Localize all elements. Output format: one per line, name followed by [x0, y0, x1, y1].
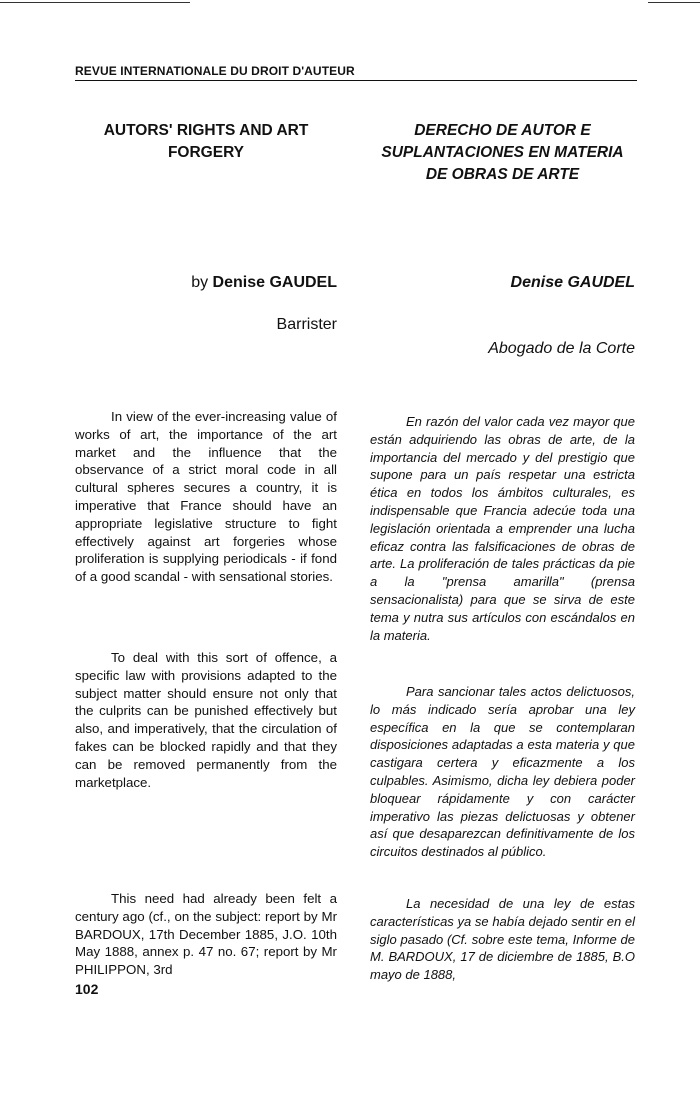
english-title: AUTORS' RIGHTS AND ART FORGERY — [103, 122, 309, 161]
english-paragraph: To deal with this sort of offence, a specific law with provisions adapted to the subject matter should ensure not only that the culprits can be punished effectively but also, and imperatively, that the circulation of fakes can be blocked rapidly and that they can be removed permanently from the marketplace. — [75, 650, 337, 790]
spanish-author-role: Abogado de la Corte — [488, 340, 635, 357]
page-number: 102 — [75, 981, 99, 997]
scan-edge-line — [648, 2, 700, 3]
author-name: Denise GAUDEL — [212, 274, 337, 291]
english-paragraph: In view of the ever-increasing value of works of art, the importance of the art market and the influence that the observance of a strict moral code in all cultural spheres secures a country, it is imperative that France should have an appropriate legislative structure to fight effectively against art forgeries whose proliferation is supplying periodicals - if fond of a good scandal - with sensational stories. — [75, 409, 337, 585]
english-author-role: Barrister — [276, 316, 337, 333]
author-prefix: by — [191, 274, 213, 291]
spanish-author: Denise GAUDEL — [510, 274, 635, 291]
spanish-title: DERECHO DE AUTOR E SUPLANTACIONES EN MATERIA DE OBRAS DE ARTE — [381, 122, 624, 183]
journal-title: REVUE INTERNATIONALE DU DROIT D'AUTEUR — [75, 64, 355, 78]
english-author — [75, 273, 337, 293]
english-paragraph: This need had already been felt a century ago (cf., on the subject: report by Mr BARDOUX, 17th December 1885, J.O. 10th May 1888, annex p. 47 no. 67; report by Mr PHILIPPON, 3rd — [75, 891, 337, 978]
spanish-paragraph: En razón del valor cada vez mayor que están adquiriendo las obras de arte, de la importancia del mercado y del prestigio que supone para un país respetar una estricta ética en todos los ámbitos culturales, es indispensable que Francia adecúe toda una legislación orientada a emprender una lucha eficaz contra las falsificaciones de obras de arte. La proliferación de tales prácticas da pie a la "prensa amarilla" (prensa sensacionalista) para que se sirva de este tema y nutra sus artículos con escándalos en la materia. — [370, 414, 635, 643]
running-header — [75, 64, 637, 81]
scan-edge-line — [0, 2, 190, 3]
spanish-paragraph: Para sancionar tales actos delictuosos, lo más indicado sería aprobar una ley específica en la que se contemplaran disposiciones adaptadas a esta materia y que castigara certera y eficazmente a los culpables. Asimismo, dicha ley debiera poder bloquear rápidamente y con carácter imperativo las piezas delictuosas y obtener así que desaparezcan definitivamente de los circuitos destinados al público. — [370, 684, 635, 860]
spanish-paragraph: La necesidad de una ley de estas características ya se había dejado sentir en el siglo pasado (Cf. sobre este tema, Informe de M. BARDOUX, 17 de diciembre de 1885, B.O mayo de 1888, — [370, 896, 635, 983]
